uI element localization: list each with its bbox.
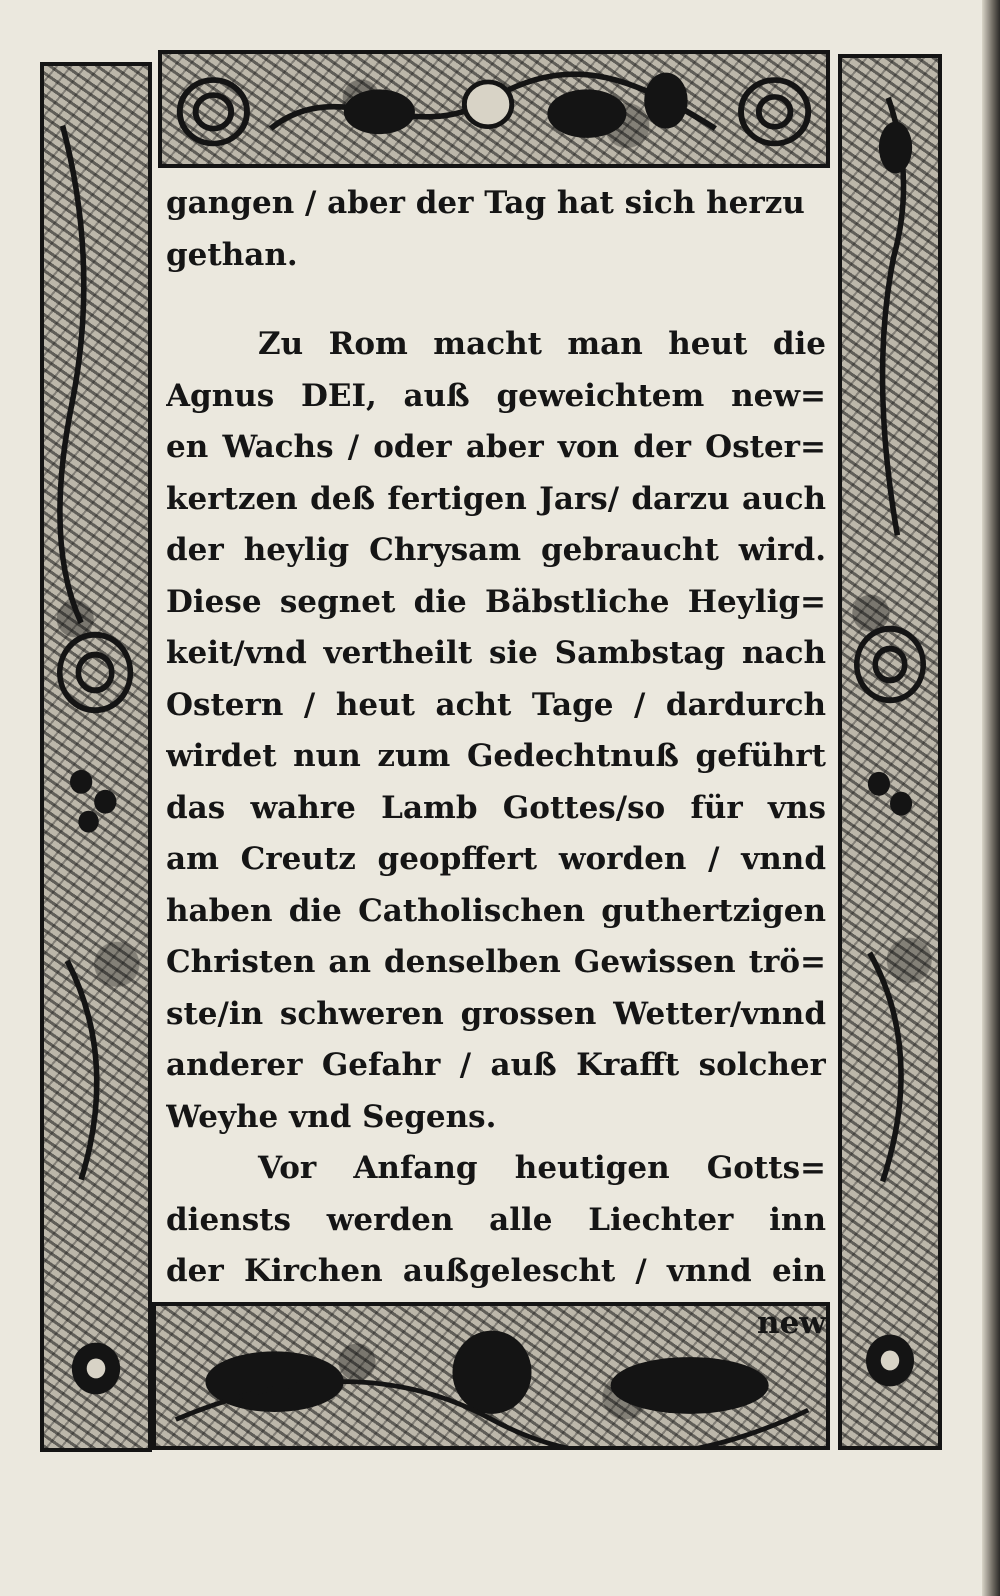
text-line: wirdet nun zum Gedechtnuß geführt bbox=[166, 738, 826, 774]
text-line: Weyhe vnd Segens. bbox=[166, 1098, 497, 1135]
text-line: Zu Rom macht man heut die bbox=[258, 326, 826, 362]
text-line: Christen an denselben Gewissen trö= bbox=[166, 944, 826, 980]
text-line: der heylig Chrysam gebraucht wird. bbox=[166, 532, 826, 568]
page-gutter-shadow bbox=[982, 0, 1000, 1596]
text-line: das wahre Lamb Gottes/so für vns bbox=[166, 789, 826, 826]
text-line: en Wachs / oder aber von der Oster= bbox=[166, 429, 826, 465]
text-line: Vor Anfang heutigen Gotts= bbox=[258, 1150, 826, 1186]
text-line: gethan. bbox=[166, 236, 298, 273]
text-line: am Creutz geopffert worden / vnnd bbox=[166, 841, 826, 877]
column-ornament-icon bbox=[44, 66, 148, 1448]
text-line: Diese segnet die Bäbstliche Heylig= bbox=[166, 583, 826, 620]
text-line: der Kirchen außgelescht / vnnd ein bbox=[166, 1253, 826, 1289]
text-line: anderer Gefahr / auß Krafft solcher bbox=[166, 1047, 826, 1083]
figure-column-ornament-icon bbox=[842, 58, 938, 1446]
right-ornament-column bbox=[838, 54, 942, 1450]
text-line: haben die Catholischen guthertzigen bbox=[166, 892, 826, 929]
text-line: Ostern / heut acht Tage / dardurch bbox=[166, 686, 826, 723]
left-ornament-column bbox=[40, 62, 152, 1452]
top-ornament-border bbox=[158, 50, 830, 168]
text-line: kertzen deß fertigen Jars/ darzu auch bbox=[166, 480, 826, 517]
text-line: gangen / aber der Tag hat sich herzu bbox=[166, 185, 805, 221]
scroll-ornament-icon bbox=[162, 54, 826, 164]
page-text bbox=[166, 178, 826, 1341]
catchword: new bbox=[757, 1304, 826, 1341]
text-line: Agnus DEI, auß geweichtem new= bbox=[166, 377, 826, 414]
text-line: diensts werden alle Liechter inn bbox=[166, 1201, 826, 1238]
text-line: keit/vnd vertheilt sie Sambstag nach bbox=[166, 635, 826, 671]
paragraph-gap bbox=[166, 281, 826, 319]
text-line: ste/in schweren grossen Wetter/vnnd bbox=[166, 995, 826, 1032]
